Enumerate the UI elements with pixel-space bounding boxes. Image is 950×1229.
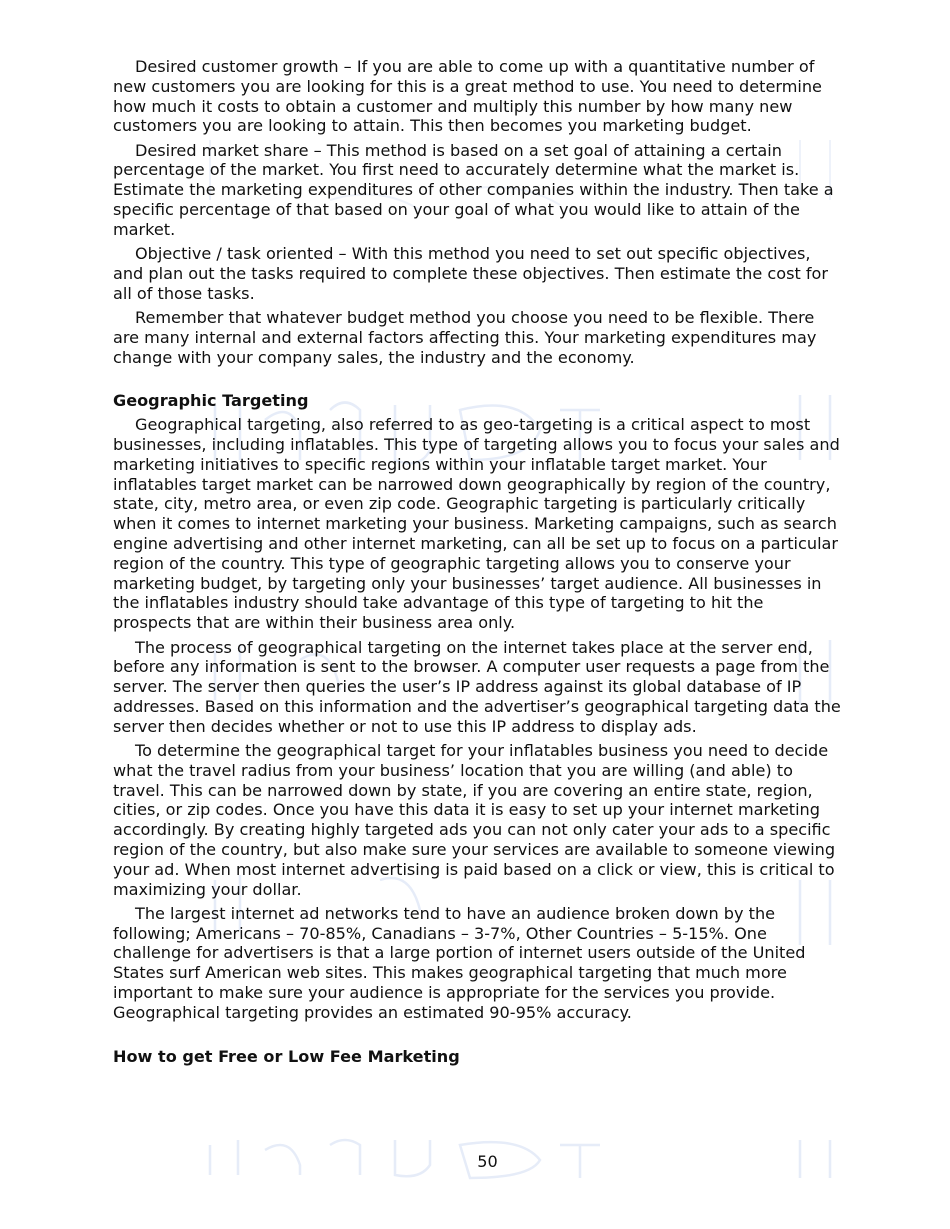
paragraph-geo-process: The process of geographical targeting on the internet takes place at the server end, before any information is sent to the browser. A computer user requests a page from the server. The server then queries the user’s IP address against its global database of IP addresses. Based on this information and the advertiser’s geographical targeting data the server then decides whether or not to use this IP address to display ads. (113, 637, 841, 736)
paragraph-objective-task: Objective / task oriented – With this method you need to set out specific objectives, and plan out the tasks required to complete these objectives. Then estimate the cost for all of those tasks. (113, 244, 829, 303)
heading-geographic-targeting: Geographic Targeting (113, 391, 309, 411)
paragraph-geo-networks: The largest internet ad networks tend to have an audience broken down by the following; Americans – 70-85%, Canadians – 3-7%, Other Countries – 5-15%. One challenge for advertisers is that a large portion of internet users outside of the United States surf American web sites. This makes geographical targeting that much more important to make sure your audience is appropriate for the services you provide. Geographical targeting provides an estimated 90-95% accuracy. (113, 903, 806, 1022)
heading-free-marketing: How to get Free or Low Fee Marketing (113, 1046, 460, 1066)
paragraph-customer-growth: Desired customer growth – If you are able to come up with a quantitative number of new customers you are looking for this is a great method to use. You need to determine how much it costs to obtain a customer and multiply this number by how many new customers you are looking to attain. This then becomes you marketing budget. (113, 57, 822, 136)
document-page (113, 57, 841, 1066)
paragraph-budget-flexible: Remember that whatever budget method you choose you need to be flexible. There are many internal and external factors affecting this. Your marketing expenditures may change with your company sales, the industry and the economy. (113, 308, 817, 367)
paragraph-market-share: Desired market share – This method is based on a set goal of attaining a certain percentage of the market. You first need to accurately determine what the market is. Estimate the marketing expenditures of other companies within the industry. Then take a specific percentage of that based on your goal of what you would like to attain of the market. (113, 140, 834, 239)
paragraph-geo-intro: Geographical targeting, also referred to as geo-targeting is a critical aspect to most businesses, including inflatables. This type of targeting allows you to focus your sales and marketing initiatives to specific regions within your inflatable target market. Your inflatables target market can be narrowed down geographically by region of the country, state, city, metro area, or even zip code. Geographic targeting is particularly critically when it comes to internet marketing your business. Marketing campaigns, such as search engine advertising and other internet marketing, can all be set up to focus on a particular region of the country. This type of geographic targeting allows you to conserve your marketing budget, by targeting only your businesses’ target audience. All businesses in the inflatables industry should take advantage of this type of targeting to hit the prospects that are within their business area only. (113, 415, 840, 633)
page-number: 50 (477, 1152, 498, 1171)
paragraph-geo-determine: To determine the geographical target for your inflatables business you need to decide what the travel radius from your business’ location that you are willing (and able) to travel. This can be narrowed down by state, if you are covering an entire state, region, cities, or zip codes. Once you have this data it is easy to set up your internet marketing accordingly. By creating highly targeted ads you can not only cater your ads to a specific region of the country, but also make sure your services are available to someone viewing your ad. When most internet advertising is paid based on a click or view, this is critical to maximizing your dollar. (113, 741, 836, 899)
